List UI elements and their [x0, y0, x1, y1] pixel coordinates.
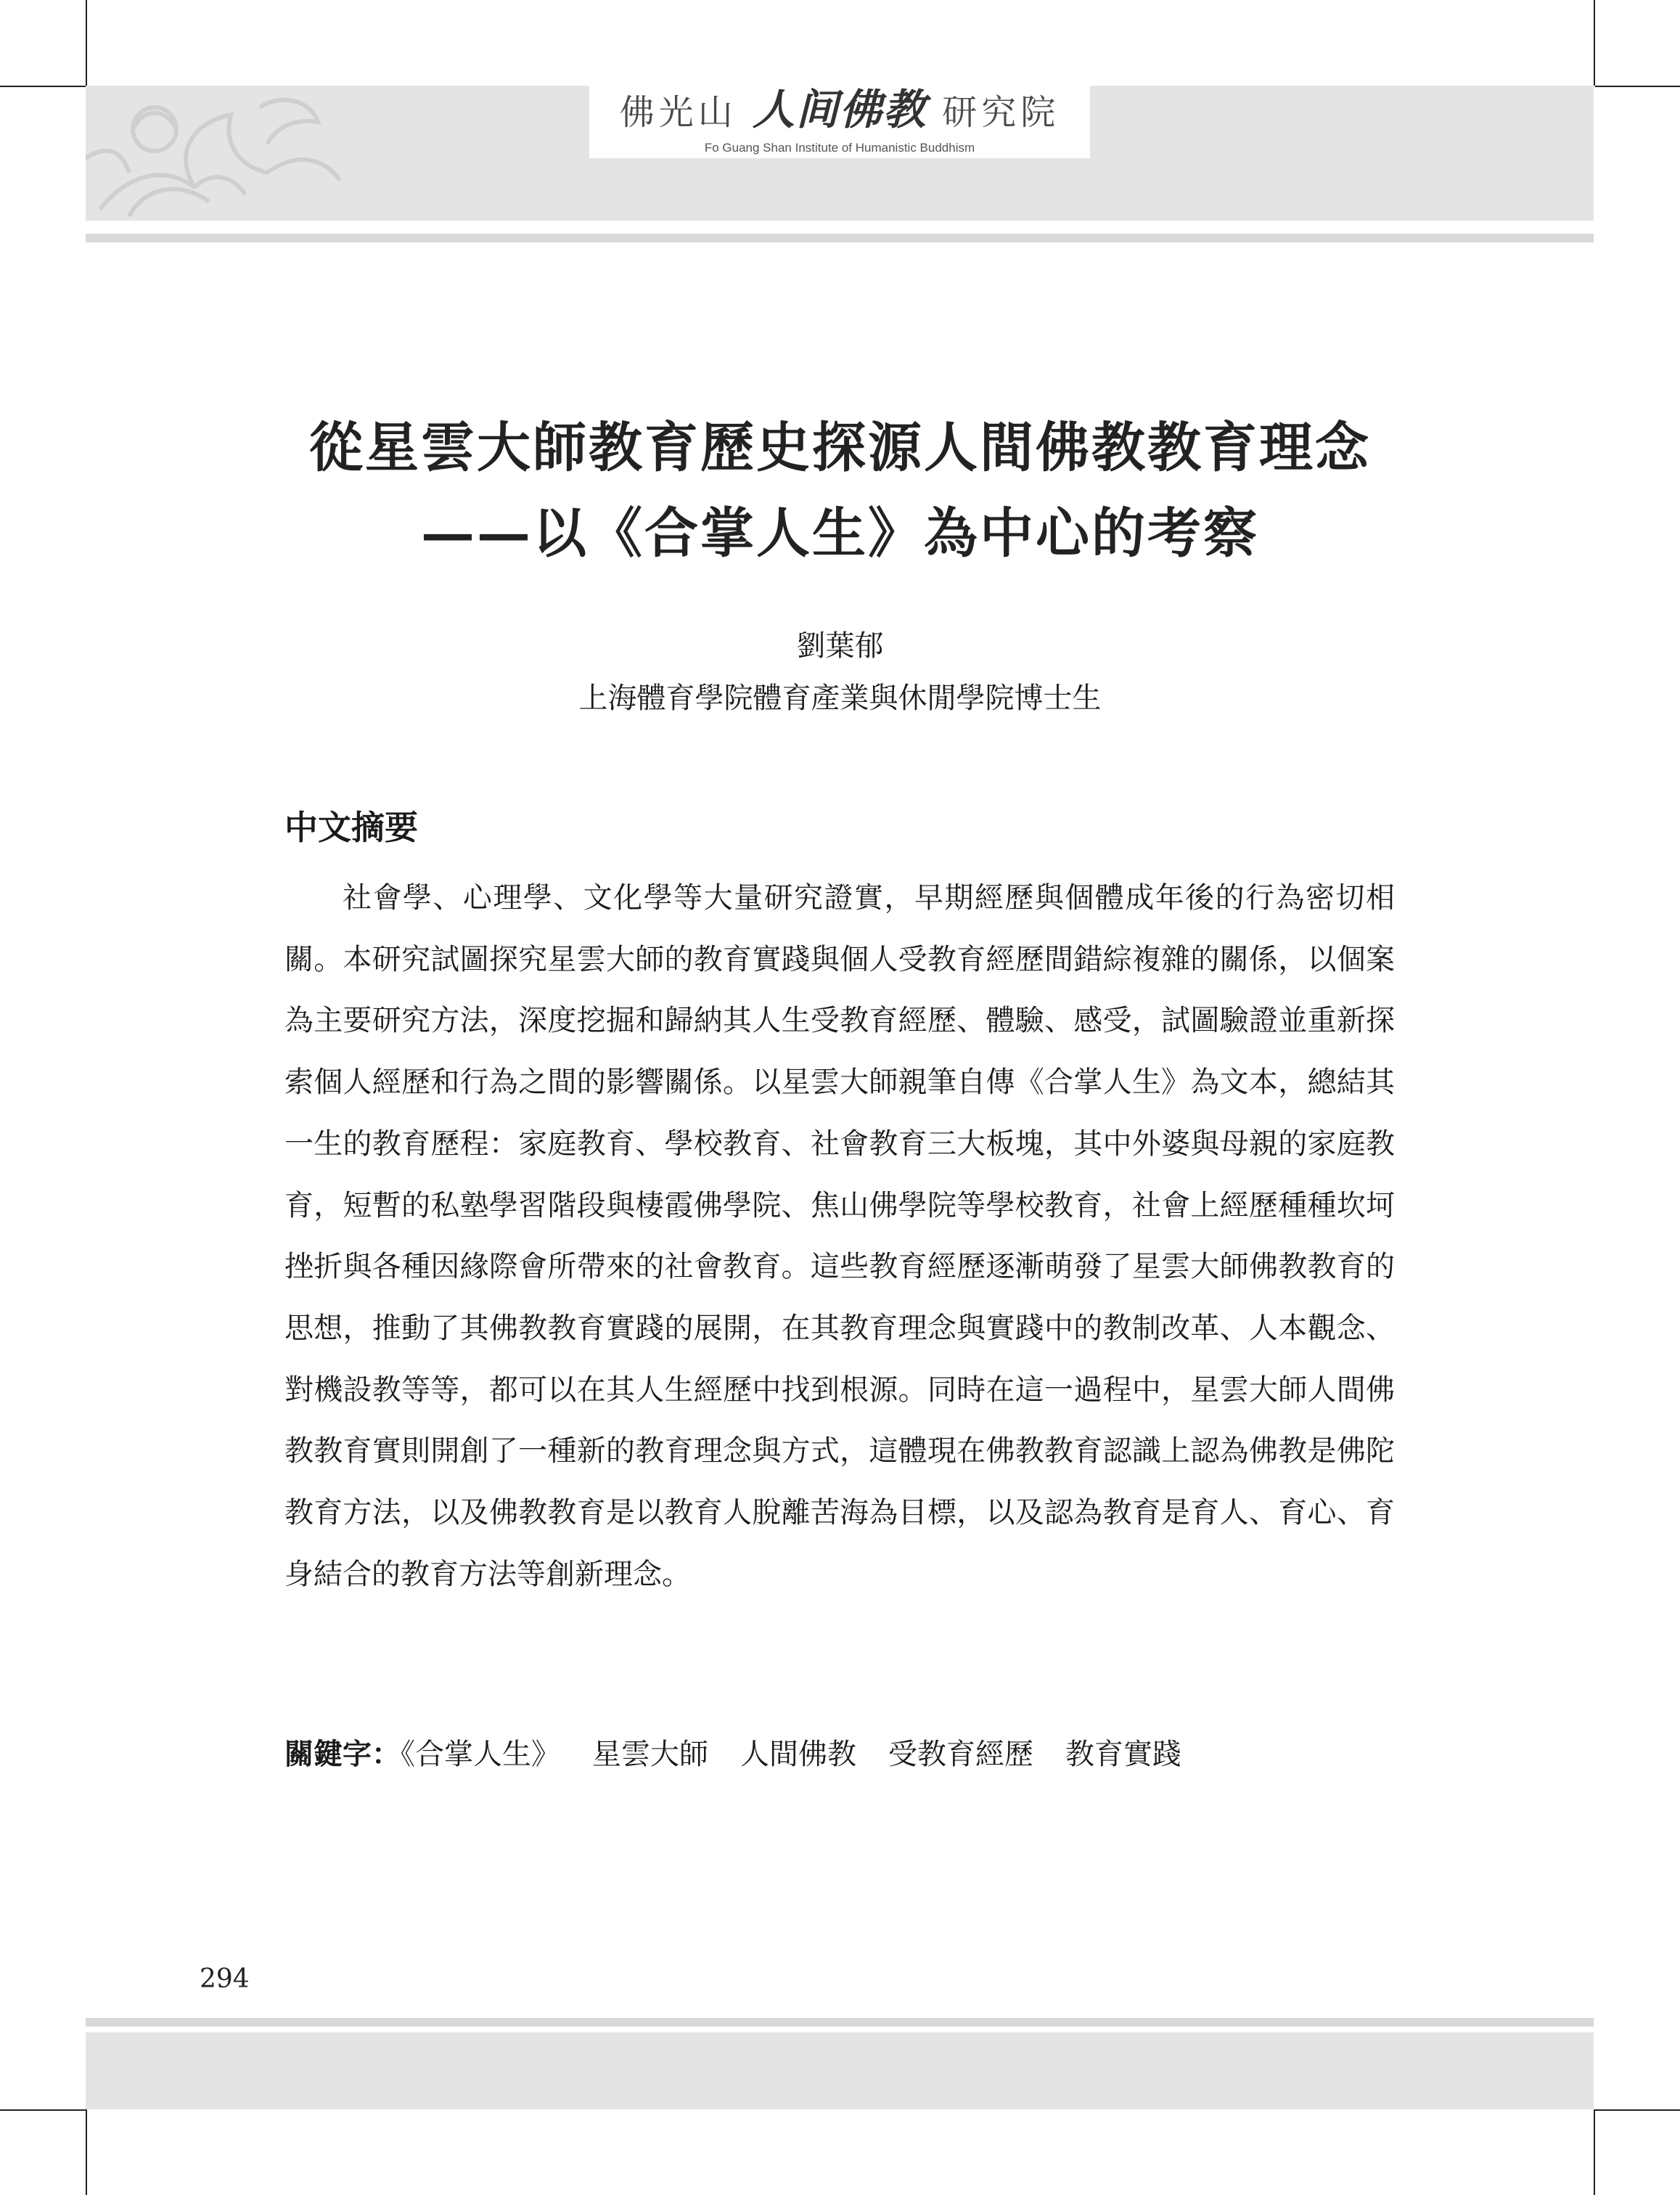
- keyword-item: 教育實踐: [1065, 1738, 1181, 1771]
- crop-mark: [86, 0, 87, 86]
- crop-mark: [1594, 0, 1595, 86]
- journal-title: [589, 75, 1090, 136]
- header-divider: [86, 234, 1594, 242]
- journal-title-calligraphy: 人间佛教: [752, 85, 927, 134]
- journal-header: [589, 73, 1090, 158]
- paper-title-line: 從星雲大師教育歷史探源人間佛教教育理念: [309, 417, 1371, 479]
- abstract-body: 社會學、心理學、文化學等大量研究證實，早期經歷與個體成年後的行為密切相關。本研究試圖探究星雲大師的教育實踐與個人受教育經歷間錯綜複雜的關係，以個案為主要研究方法，深度挖掘和歸納其人生受教育經歷、體驗、感受，試圖驗證並重新探索個人經歷和行為之間的影響關係。以星雲大師親筆自傳《合掌人生》為文本，總結其一生的教育歷程：家庭教育、學校教育、社會教育三大板塊，其中外婆與母親的家庭教育，短暫的私塾學習階段與棲霞佛學院、焦山佛學院等學校教育，社會上經歷種種坎坷挫折與各種因緣際會所帶來的社會教育。這些教育經歷逐漸萌發了星雲大師佛教教育的思想，推動了其佛教教育實踐的展開，在其教育理念與實踐中的教制改革、人本觀念、對機設教等等，都可以在其人生經歷中找到根源。同時在這一過程中，星雲大師人間佛教教育實則開創了一種新的教育理念與方式，這體現在佛教教育認識上認為佛教是佛陀教育方法，以及佛教教育是以教育人脫離苦海為目標，以及認為教育是育人、育心、育身結合的教育方法等創新理念。: [284, 881, 1395, 1591]
- author-affiliation: 上海體育學院體育產業與休閒學院博士生: [578, 682, 1102, 715]
- journal-subtitle: Fo Guang Shan Institute of Humanistic Buddhism: [704, 141, 975, 155]
- crop-mark: [1595, 86, 1680, 87]
- journal-title-right: 研究院: [942, 92, 1060, 133]
- page-number: 294: [200, 1964, 250, 1994]
- footer-divider: [86, 2018, 1594, 2027]
- keywords: [284, 1731, 1213, 1778]
- keyword-item: 《合掌人生》: [401, 1738, 560, 1771]
- keyword-item: 人間佛教: [740, 1738, 856, 1771]
- abstract-heading: 中文摘要: [284, 808, 418, 847]
- paper-title: [0, 405, 1680, 576]
- author-name: 劉葉郁: [796, 629, 884, 663]
- lotus-ornament-icon: [86, 86, 347, 221]
- journal-title-left: 佛光山: [619, 92, 737, 133]
- crop-mark: [1595, 2109, 1680, 2111]
- crop-mark: [0, 86, 86, 87]
- crop-mark: [86, 2109, 87, 2195]
- keywords-label: 關鍵字：: [284, 1737, 401, 1771]
- keyword-item: 星雲大師: [592, 1738, 708, 1771]
- paper-subtitle-line: ——以《合掌人生》為中心的考察: [421, 502, 1259, 565]
- footer-band: [86, 2032, 1594, 2109]
- crop-mark: [1594, 2109, 1595, 2195]
- crop-mark: [0, 2109, 86, 2111]
- keyword-item: 受教育經歷: [888, 1738, 1033, 1771]
